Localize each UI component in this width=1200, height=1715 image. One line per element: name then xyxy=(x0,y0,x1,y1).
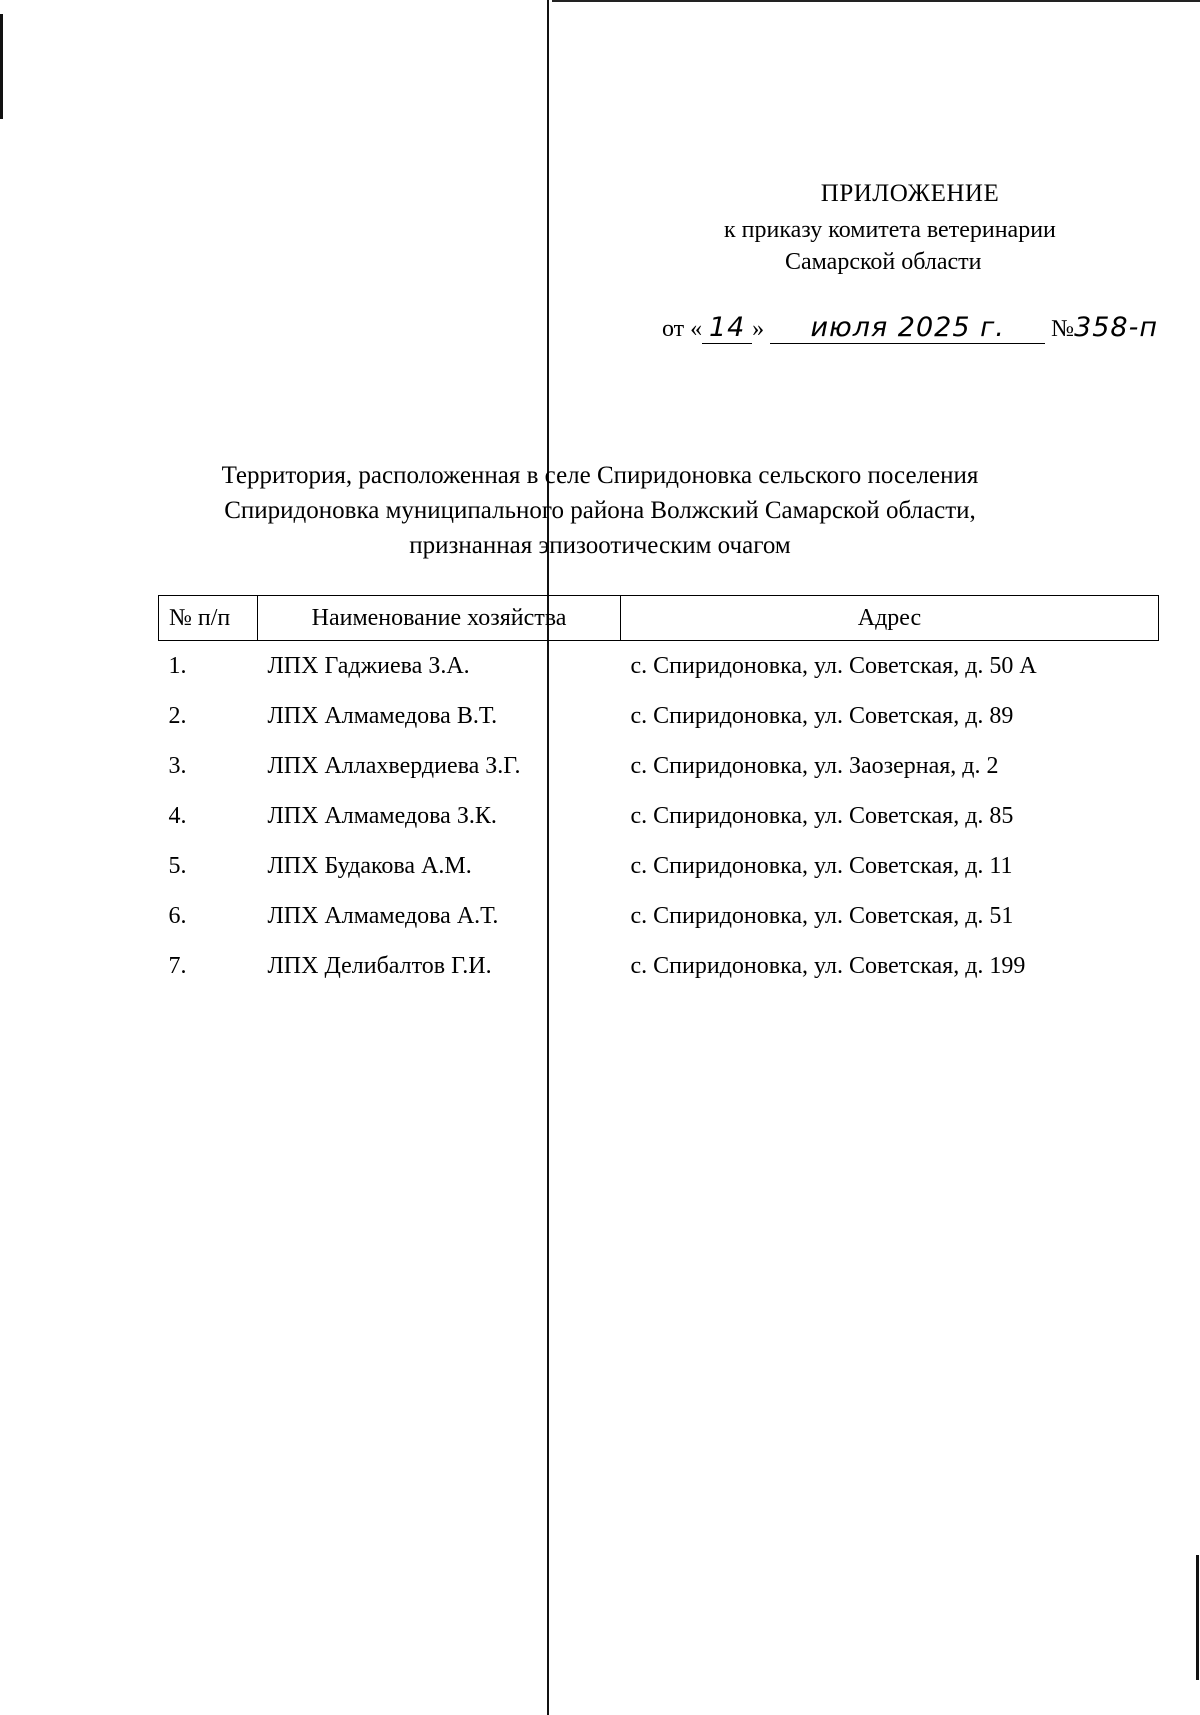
heading-line-3: признанная эпизоотическим очагом xyxy=(409,532,791,559)
row-address: с. Спиридоновка, ул. Заозерная, д. 2 xyxy=(630,752,999,779)
row-number: 6. xyxy=(168,902,187,929)
header-number: № п/п xyxy=(159,596,258,641)
header-household-name: Наименование хозяйства xyxy=(258,596,621,641)
appendix-title: ПРИЛОЖЕНИЕ xyxy=(820,180,1000,207)
row-address: с. Спиридоновка, ул. Советская, д. 11 xyxy=(630,852,1013,879)
row-household-name: ЛПХ Делибалтов Г.И. xyxy=(267,952,492,979)
row-household-name: ЛПХ Алмамедова А.Т. xyxy=(267,902,499,929)
row-household-name: ЛПХ Алмамедова В.Т. xyxy=(267,702,498,729)
table-row xyxy=(159,641,1159,692)
row-household-name: ЛПХ Аллахвердиева З.Г. xyxy=(267,752,521,779)
heading-line-1: Территория, расположенная в селе Спиридоновка сельского поселения xyxy=(221,462,979,489)
row-number: 3. xyxy=(168,752,187,779)
order-prefix: от « xyxy=(662,316,703,342)
order-quote-close: » xyxy=(752,316,765,342)
row-number: 2. xyxy=(168,702,187,729)
order-number-label: № xyxy=(1051,316,1075,342)
table-row xyxy=(159,791,1159,841)
row-address: с. Спиридоновка, ул. Советская, д. 199 xyxy=(630,952,1026,979)
row-number: 4. xyxy=(168,802,187,829)
order-date-handwritten: июля 2025 г. xyxy=(770,312,1045,344)
row-address: с. Спиридоновка, ул. Советская, д. 89 xyxy=(630,702,1014,729)
table-row xyxy=(159,841,1159,891)
scan-edge-mark-left xyxy=(0,14,3,119)
appendix-line-1: к приказу комитета ветеринарии xyxy=(724,217,1056,243)
table-row xyxy=(159,941,1159,991)
row-address: с. Спиридоновка, ул. Советская, д. 51 xyxy=(630,902,1014,929)
table-row xyxy=(159,741,1159,791)
table-header-row xyxy=(159,596,1159,641)
row-address: с. Спиридоновка, ул. Советская, д. 85 xyxy=(630,802,1014,829)
appendix-line-2: Самарской области xyxy=(785,249,982,275)
row-number: 7. xyxy=(168,952,187,979)
row-number: 1. xyxy=(168,652,187,679)
order-date-line xyxy=(662,312,1158,344)
order-number-handwritten: 358-п xyxy=(1074,312,1159,343)
scan-edge-mark-right xyxy=(1196,1555,1199,1680)
households-table xyxy=(158,595,1159,991)
row-address: с. Спиридоновка, ул. Советская, д. 50 А xyxy=(630,652,1037,679)
row-household-name: ЛПХ Гаджиева З.А. xyxy=(267,652,470,679)
header-address: Адрес xyxy=(621,596,1159,641)
row-household-name: ЛПХ Будакова А.М. xyxy=(267,852,472,879)
heading-line-2: Спиридоновка муниципального района Волжский Самарской области, xyxy=(224,497,976,524)
scan-top-rule xyxy=(552,0,1200,2)
order-day-handwritten: 14 xyxy=(702,312,752,344)
table-row xyxy=(159,891,1159,941)
row-household-name: ЛПХ Алмамедова З.К. xyxy=(267,802,497,829)
row-number: 5. xyxy=(168,852,187,879)
table-row xyxy=(159,691,1159,741)
document-heading xyxy=(150,458,1050,563)
